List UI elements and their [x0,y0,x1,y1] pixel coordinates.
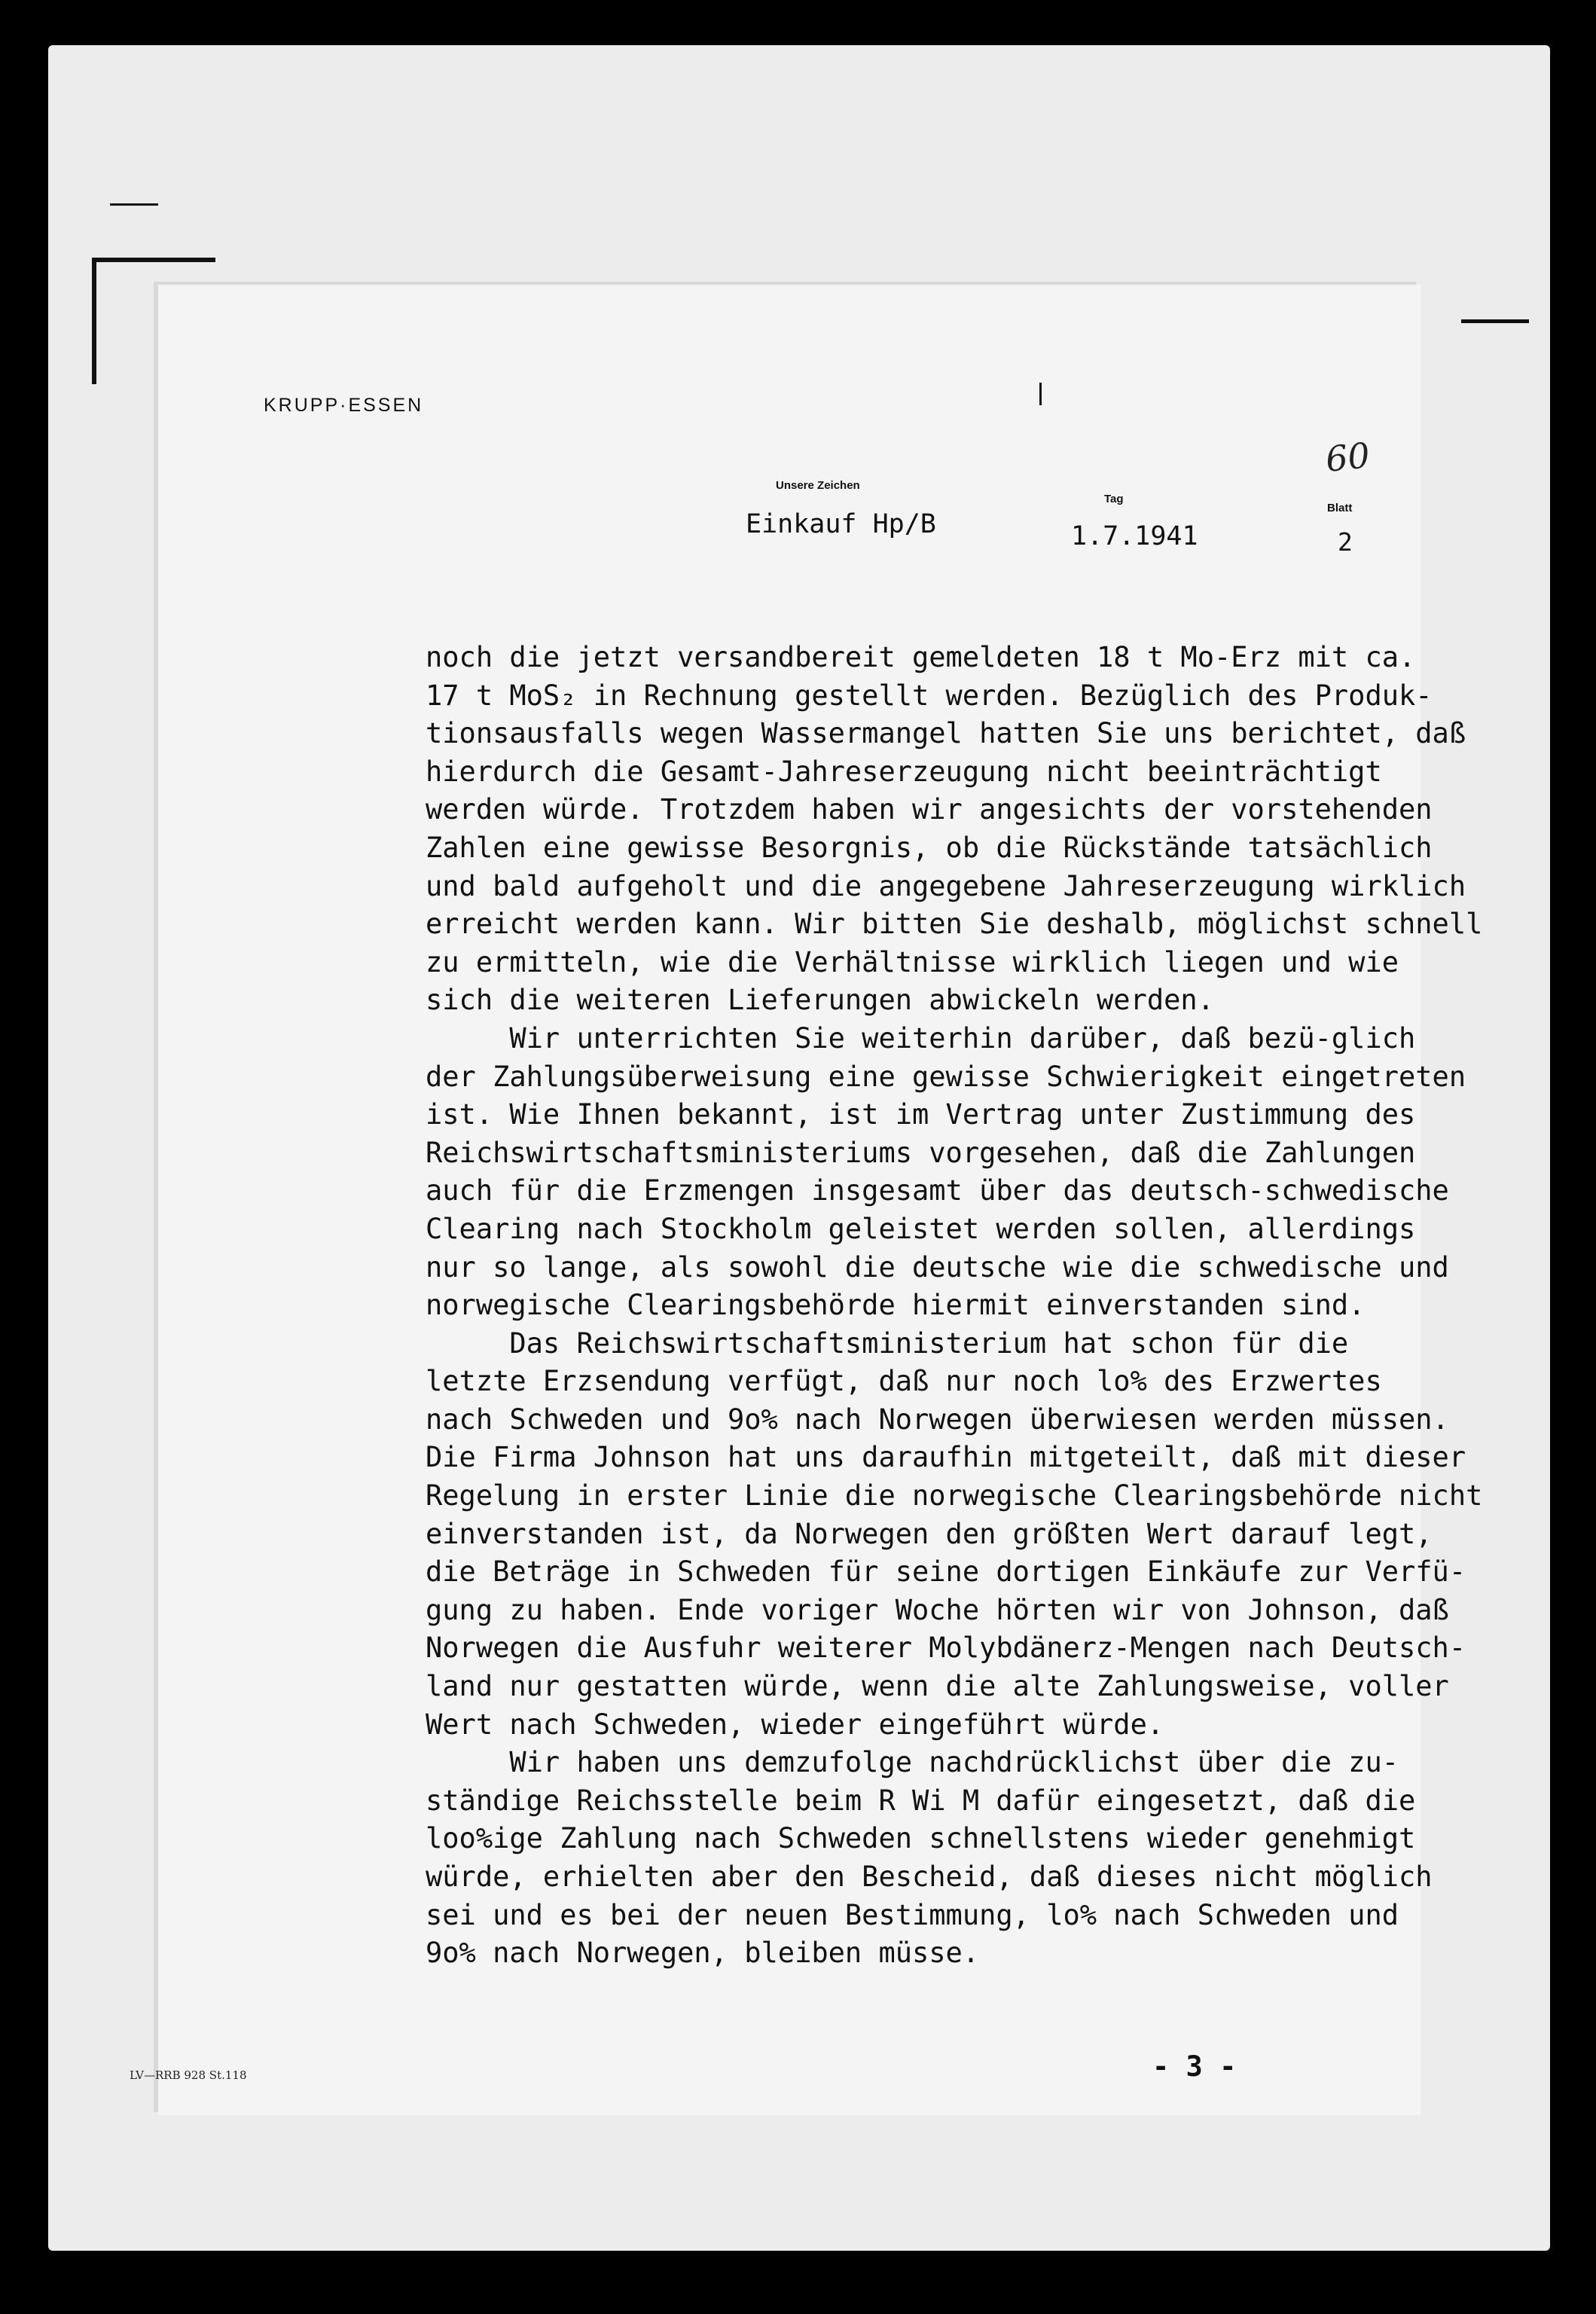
body-line: würde, erhielten aber den Bescheid, daß dieses nicht möglich [426,1861,1433,1893]
body-line: auch für die Erzmengen insgesamt über das deutsch-schwedische [426,1174,1449,1207]
body-line: zu ermitteln, wie die Verhältnisse wirklich liegen und wie [426,945,1399,978]
letter-body [426,639,1483,1973]
crop-mark-left-horizontal [92,258,215,262]
body-line: land nur gestatten würde, wenn die alte Zahlungsweise, voller [426,1670,1449,1703]
body-line: tionsausfalls wegen Wassermangel hatten Sie uns berichtet, daß [426,717,1466,750]
date-label: Tag [1104,493,1124,505]
company-name: KRUPP·ESSEN [264,395,424,416]
body-line: sich die weiteren Lieferungen abwickeln werden. [426,984,1214,1017]
header-tick [1039,383,1042,405]
body-line: werden würde. Trotzdem haben wir angesichts der vorstehenden [426,793,1433,826]
body-line: Clearing nach Stockholm geleistet werden sollen, allerdings [426,1212,1416,1245]
sheet-label: Blatt [1327,502,1353,514]
body-line: einverstanden ist, da Norwegen den größten Wert darauf legt, [426,1517,1433,1550]
crop-mark-right [1461,319,1529,323]
body-line: 17 t MoS₂ in Rechnung gestellt werden. Bezüglich des Produk- [426,679,1433,712]
body-line: Zahlen eine gewisse Besorgnis, ob die Rückstände tatsächlich [426,831,1433,864]
handwritten-folio: 60 [1323,435,1372,480]
next-page-indicator: - 3 - [1152,2050,1237,2083]
reference-value: Einkauf Hp/B [746,509,936,539]
body-line: die Beträge in Schweden für seine dortigen Einkäufe zur Verfü- [426,1555,1466,1589]
body-line: erreicht werden kann. Wir bitten Sie deshalb, möglichst schnell [426,908,1483,941]
form-code: LV—RRB 928 St.118 [130,2068,247,2082]
body-line: Norwegen die Ausfuhr weiterer Molybdänerz-Mengen nach Deutsch- [426,1632,1466,1665]
body-line: Das Reichswirtschaftsministerium hat schon für die [426,1326,1349,1360]
body-line: nach Schweden und 9o% nach Norwegen überwiesen werden müssen. [426,1403,1449,1436]
body-line: norwegische Clearingsbehörde hiermit einverstanden sind. [426,1289,1366,1322]
body-line: gung zu haben. Ende voriger Woche hörten wir von Johnson, daß [426,1593,1449,1626]
body-line: ist. Wie Ihnen bekannt, ist im Vertrag unter Zustimmung des [426,1098,1416,1131]
body-line: letzte Erzsendung verfügt, daß nur noch lo% des Erzwertes [426,1365,1382,1398]
body-line: noch die jetzt versandbereit gemeldeten 18 t Mo-Erz mit ca. [426,641,1416,673]
reference-label: Unsere Zeichen [776,479,860,492]
body-line: hierdurch die Gesamt-Jahreserzeugung nicht beeinträchtigt [426,755,1382,788]
crop-mark-left-vertical [92,258,96,384]
sheet-number: 2 [1338,527,1353,557]
body-line: der Zahlungsüberweisung eine gewisse Schwierigkeit eingetreten [426,1060,1466,1093]
body-line: sei und es bei der neuen Bestimmung, lo% nach Schweden und [426,1898,1399,1931]
body-line: Reichswirtschaftsministeriums vorgesehen, daß die Zahlungen [426,1136,1416,1169]
date-value: 1.7.1941 [1071,521,1198,551]
body-line: Die Firma Johnson hat uns daraufhin mitgeteilt, daß mit dieser [426,1441,1466,1474]
body-line: Wir haben uns demzufolge nachdrücklichst über die zu- [426,1746,1399,1779]
body-line: Regelung in erster Linie die norwegische Clearingsbehörde nicht [426,1479,1483,1513]
tick-mark [110,203,158,206]
body-line: und bald aufgeholt und die angegebene Jahreserzeugung wirklich [426,869,1466,902]
body-line: Wert nach Schweden, wieder eingeführt würde. [426,1708,1164,1741]
body-line: Wir unterrichten Sie weiterhin darüber, daß bezü-glich [426,1021,1416,1055]
body-line: 9o% nach Norwegen, bleiben müsse. [426,1937,980,1970]
body-line: nur so lange, als sowohl die deutsche wie die schwedische und [426,1250,1449,1284]
body-line: loo%ige Zahlung nach Schweden schnellstens wieder genehmigt [426,1822,1416,1855]
body-line: ständige Reichsstelle beim R Wi M dafür eingesetzt, daß die [426,1784,1416,1817]
